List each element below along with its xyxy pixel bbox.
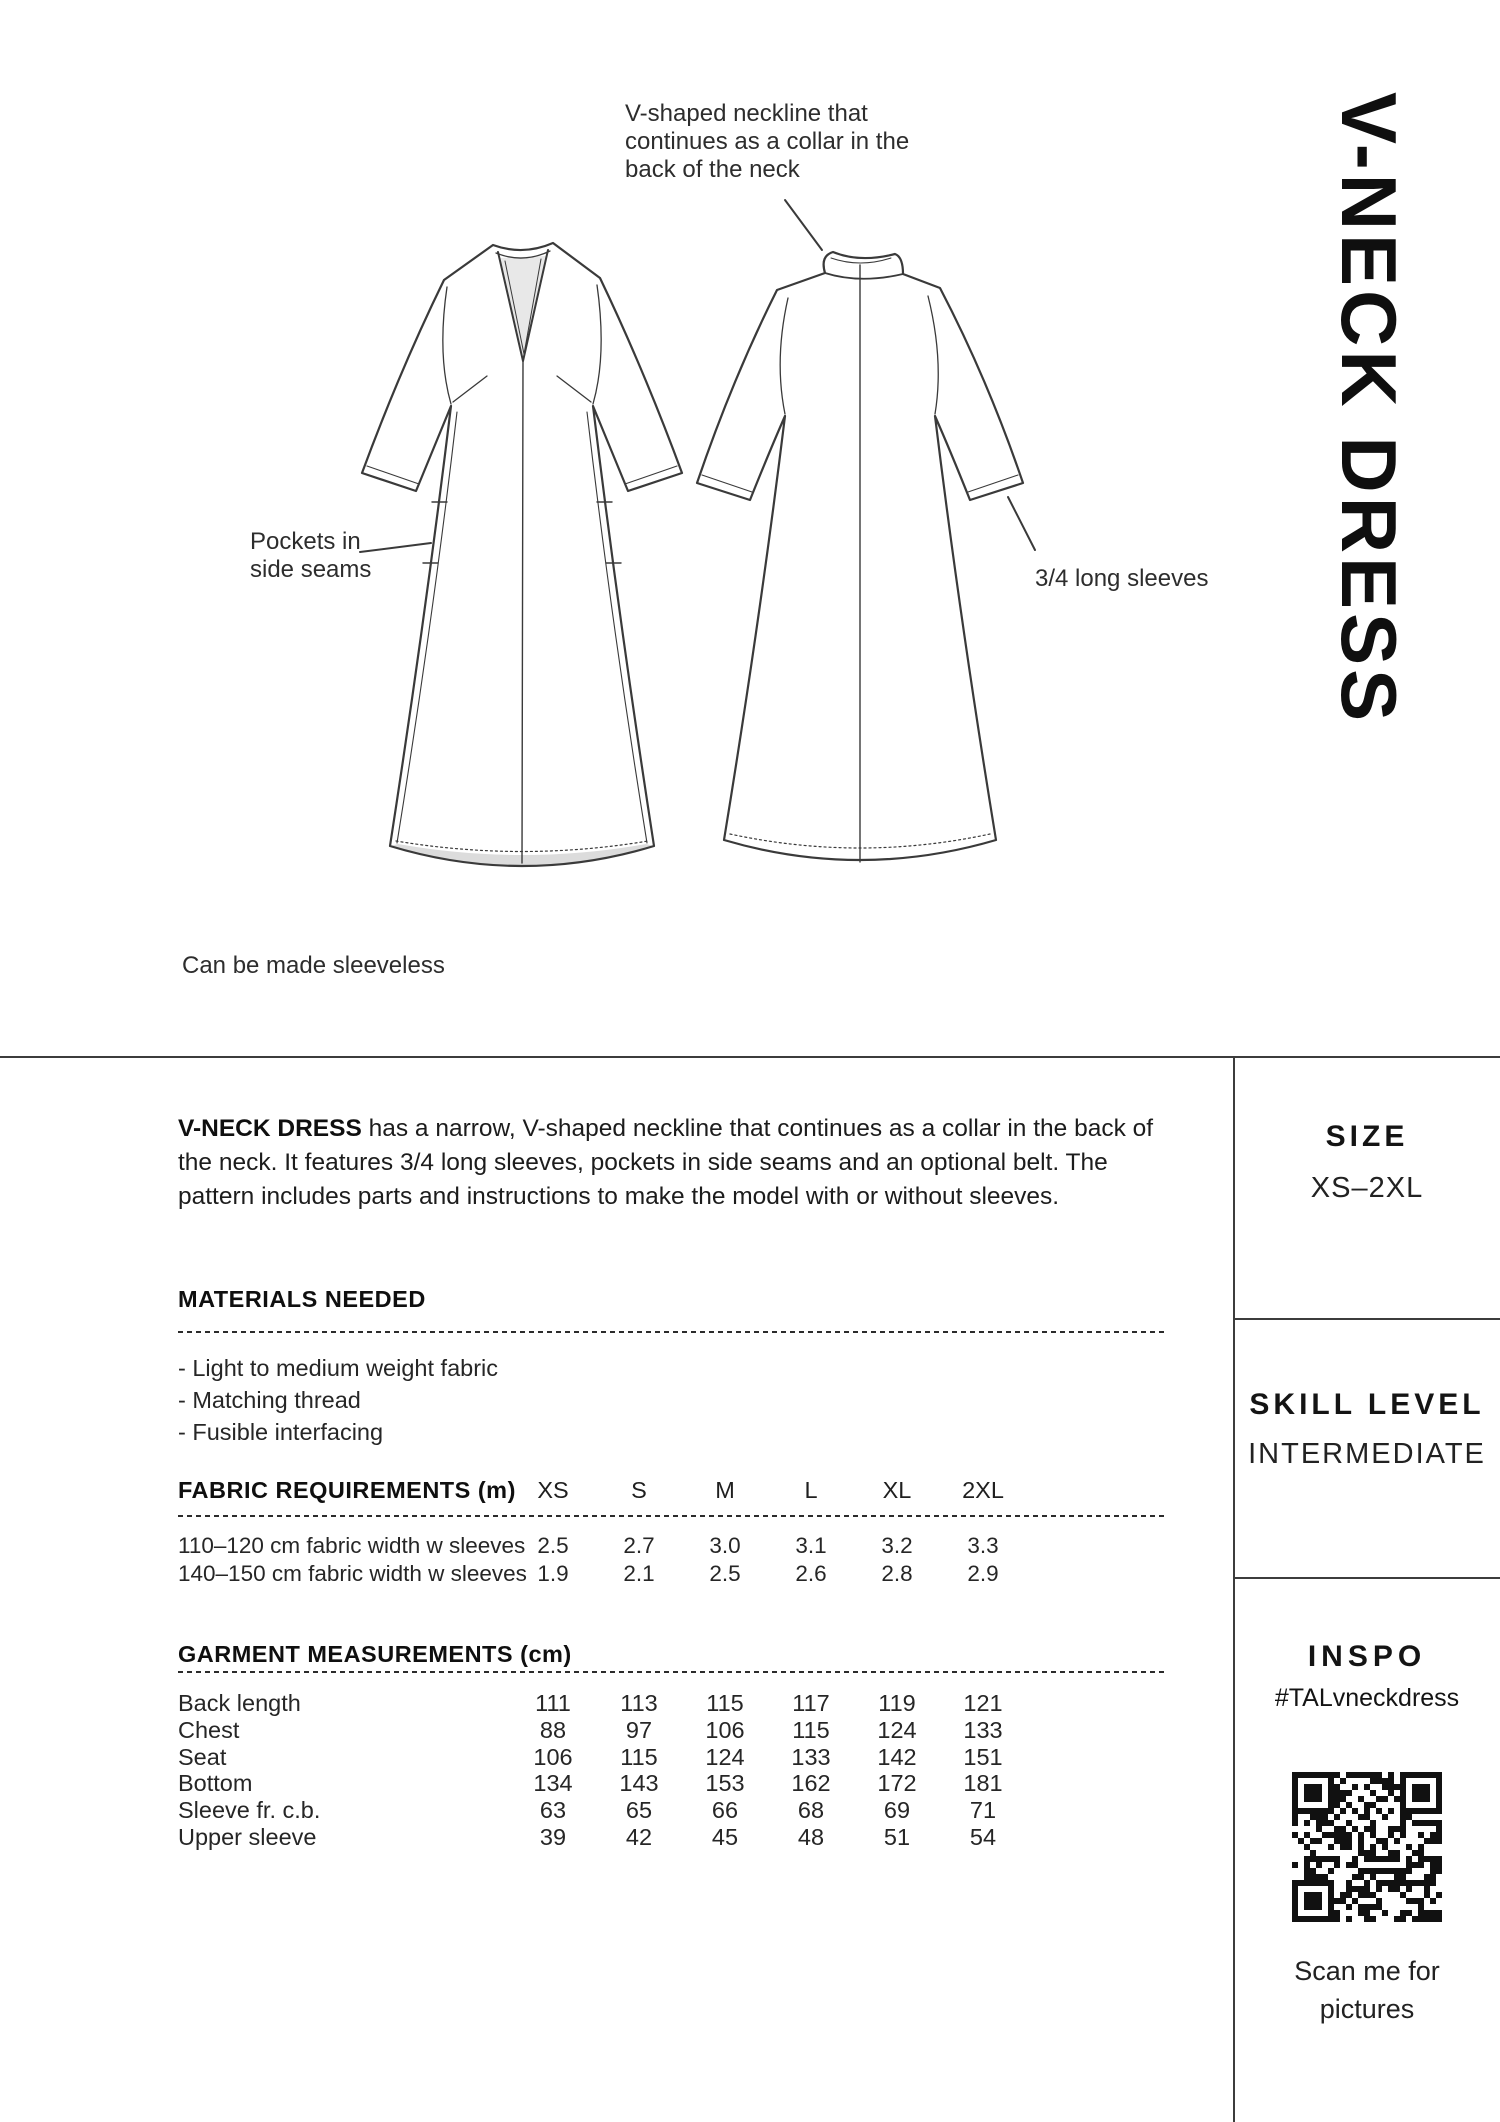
sidebar-divider-2 — [1233, 1577, 1500, 1579]
row-value: 2.7 — [623, 1533, 655, 1558]
row-value: 3.3 — [967, 1533, 999, 1558]
row-value: 2.6 — [795, 1561, 827, 1586]
row-value: 172 — [877, 1770, 917, 1797]
materials-list — [178, 1352, 498, 1448]
qr-code — [1292, 1772, 1442, 1922]
annotation-sleeveless: Can be made sleeveless — [182, 952, 445, 979]
size-heading: SIZE — [1325, 1120, 1409, 1153]
row-value: 54 — [969, 1823, 997, 1850]
size-column-header: 2XL — [962, 1477, 1004, 1503]
dashed-rule-fabric — [178, 1515, 1168, 1517]
fabric-requirements-heading: FABRIC REQUIREMENTS (m) — [178, 1477, 516, 1503]
row-value: 66 — [711, 1797, 739, 1824]
row-value: 106 — [705, 1716, 745, 1743]
row-value: 69 — [883, 1797, 911, 1824]
row-value: 2.1 — [623, 1561, 655, 1586]
table-row — [178, 1770, 1026, 1797]
row-value: 142 — [877, 1743, 917, 1770]
row-label: Upper sleeve — [178, 1823, 317, 1850]
sidebar-divider-1 — [1233, 1318, 1500, 1320]
row-label: Sleeve fr. c.b. — [178, 1797, 321, 1824]
row-value: 111 — [535, 1690, 571, 1716]
fabric-requirements-rows — [178, 1532, 1026, 1588]
description-paragraph — [178, 1112, 1163, 1214]
row-value: 151 — [963, 1743, 1003, 1770]
row-label: 140–150 cm fabric width w sleeves — [178, 1561, 527, 1586]
size-column-header: S — [631, 1477, 647, 1503]
inspo-heading: INSPO — [1307, 1640, 1427, 1673]
skill-level-heading: SKILL LEVEL — [1249, 1388, 1485, 1421]
row-value: 106 — [533, 1743, 573, 1770]
row-value: 121 — [963, 1690, 1003, 1716]
row-label: Chest — [178, 1716, 240, 1743]
leader-line-sleeves — [1008, 497, 1035, 550]
materials-item: - Matching thread — [178, 1387, 361, 1413]
row-value: 2.8 — [881, 1561, 913, 1586]
back-view-drawing — [697, 252, 1023, 862]
row-value: 115 — [792, 1716, 830, 1743]
size-value: XS–2XL — [1310, 1172, 1424, 1204]
row-value: 1.9 — [537, 1561, 569, 1586]
row-value: 134 — [533, 1770, 573, 1797]
size-column-header: XL — [882, 1477, 912, 1503]
row-value: 115 — [620, 1743, 658, 1770]
dashed-rule-materials — [178, 1331, 1168, 1333]
table-row — [178, 1690, 1026, 1717]
row-label: Seat — [178, 1743, 227, 1770]
annotation-pockets: Pockets in side seams — [250, 528, 372, 583]
row-value: 124 — [877, 1716, 917, 1743]
row-label: Bottom — [178, 1770, 253, 1797]
row-value: 3.0 — [709, 1533, 741, 1558]
table-row — [178, 1717, 1026, 1744]
skill-level-value: INTERMEDIATE — [1248, 1438, 1486, 1470]
row-value: 88 — [539, 1716, 567, 1743]
inspo-hashtag: #TALvneckdress — [1274, 1684, 1460, 1712]
description-lead: V-NECK DRESS — [178, 1115, 362, 1142]
row-label: Back length — [178, 1690, 301, 1716]
size-column-header: L — [804, 1477, 818, 1503]
row-value: 42 — [625, 1823, 653, 1850]
materials-item: - Light to medium weight fabric — [178, 1355, 499, 1381]
row-value: 51 — [883, 1823, 911, 1850]
description-text: has a narrow, V-shaped neckline that continues as a collar in the back of the neck. It features 3/4 long sleeves, pockets in side seams and an optional belt. The pattern includes parts and instructions to make the model with or without sleeves. — [178, 1115, 1154, 1210]
size-column-header: M — [715, 1477, 735, 1503]
row-value: 133 — [963, 1716, 1003, 1743]
row-value: 71 — [969, 1797, 997, 1824]
garment-measurements-rows — [178, 1690, 1026, 1851]
row-value: 39 — [539, 1823, 567, 1850]
annotation-neckline: V-shaped neckline that continues as a collar in the back of the neck — [625, 100, 910, 183]
row-value: 2.5 — [709, 1561, 741, 1586]
row-value: 133 — [791, 1743, 831, 1770]
row-value: 181 — [963, 1770, 1003, 1797]
row-value: 48 — [797, 1823, 825, 1850]
row-value: 3.2 — [881, 1533, 913, 1558]
row-label: 110–120 cm fabric width w sleeves — [178, 1533, 526, 1558]
row-value: 3.1 — [795, 1533, 827, 1558]
row-value: 119 — [878, 1690, 916, 1716]
table-row — [178, 1560, 1026, 1588]
page-title-vertical: V-NECK DRESS — [1325, 92, 1413, 726]
table-row — [178, 1532, 1026, 1560]
section-divider-horizontal — [0, 1056, 1500, 1058]
fabric-requirements-header-row — [178, 1477, 1026, 1504]
row-value: 143 — [619, 1770, 659, 1797]
leader-line-neckline — [785, 200, 822, 250]
table-row — [178, 1744, 1026, 1771]
row-value: 113 — [620, 1690, 658, 1716]
row-value: 97 — [625, 1716, 653, 1743]
row-value: 65 — [625, 1797, 653, 1824]
qr-caption: Scan me for pictures — [1294, 1956, 1440, 2024]
row-value: 63 — [539, 1797, 567, 1824]
materials-item: - Fusible interfacing — [178, 1419, 384, 1445]
materials-heading: MATERIALS NEEDED — [178, 1286, 426, 1312]
row-value: 2.5 — [537, 1533, 569, 1558]
annotation-sleeves: 3/4 long sleeves — [1035, 565, 1209, 592]
table-row — [178, 1797, 1026, 1824]
row-value: 45 — [711, 1823, 739, 1850]
dashed-rule-garment — [178, 1671, 1168, 1673]
front-view-drawing — [362, 243, 682, 866]
size-column-header: XS — [537, 1477, 569, 1503]
row-value: 162 — [791, 1770, 831, 1797]
sidebar-divider-vertical — [1233, 1056, 1235, 2122]
garment-measurements-heading: GARMENT MEASUREMENTS (cm) — [178, 1641, 572, 1667]
row-value: 115 — [706, 1690, 744, 1716]
table-row — [178, 1824, 1026, 1851]
row-value: 153 — [705, 1770, 745, 1797]
row-value: 124 — [705, 1743, 745, 1770]
row-value: 2.9 — [967, 1561, 999, 1586]
row-value: 68 — [797, 1797, 825, 1824]
row-value: 117 — [792, 1690, 830, 1716]
